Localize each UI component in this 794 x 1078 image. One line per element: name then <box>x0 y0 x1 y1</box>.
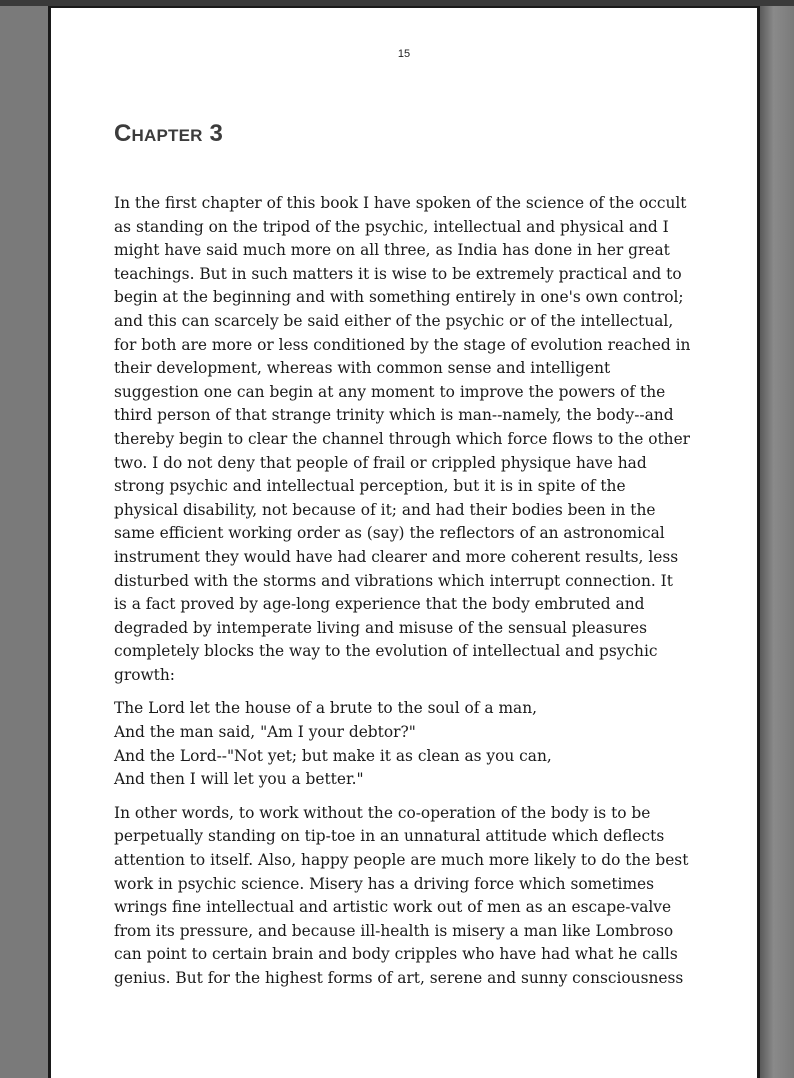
text-line: degraded by intemperate living and misuse of the sensual pleasures <box>114 618 647 637</box>
text-line: and this can scarcely be said either of the psychic or of the intellectual, <box>114 311 674 330</box>
text-line: can point to certain brain and body cripples who have had what he calls <box>114 945 678 964</box>
text-line: disturbed with the storms and vibrations which interrupt connection. It <box>114 571 673 590</box>
verse <box>114 697 744 791</box>
text-line: completely blocks the way to the evolution of intellectual and psychic <box>114 642 658 661</box>
paragraph-2 <box>114 802 744 991</box>
text-line: might have said much more on all three, as India has done in her great <box>114 241 670 260</box>
document-page <box>48 6 760 1078</box>
paragraph-1 <box>114 192 744 687</box>
viewer-left-margin <box>0 6 48 1078</box>
text-line: attention to itself. Also, happy people are much more likely to do the best <box>114 851 689 870</box>
text-line: In other words, to work without the co-operation of the body is to be <box>114 803 651 822</box>
text-line: for both are more or less conditioned by the stage of evolution reached in <box>114 335 691 354</box>
text-line: physical disability, not because of it; and had their bodies been in the <box>114 500 656 519</box>
text-line: work in psychic science. Misery has a driving force which sometimes <box>114 874 655 893</box>
chapter-title: Chapter 3 <box>114 120 224 147</box>
verse-line: And then I will let you a better." <box>114 770 364 789</box>
text-line: strong psychic and intellectual perception, but it is in spite of the <box>114 477 626 496</box>
text-line: same efficient working order as (say) the reflectors of an astronomical <box>114 524 665 543</box>
text-line: growth: <box>114 665 175 684</box>
verse-line: The Lord let the house of a brute to the soul of a man, <box>114 699 538 718</box>
text-line: suggestion one can begin at any moment to improve the powers of the <box>114 382 666 401</box>
page-number: 15 <box>397 48 411 60</box>
text-line: teachings. But in such matters it is wise to be extremely practical and to <box>114 264 682 283</box>
text-line: instrument they would have had clearer and more coherent results, less <box>114 547 679 566</box>
paragraph-gap <box>114 687 744 697</box>
text-line: perpetually standing on tip-toe in an unnatural attitude which deflects <box>114 827 665 846</box>
text-line: their development, whereas with common sense and intelligent <box>114 359 611 378</box>
text-line: begin at the beginning and with something entirely in one's own control; <box>114 288 684 307</box>
text-line: two. I do not deny that people of frail or crippled physique have had <box>114 453 647 472</box>
paragraph-gap <box>114 792 744 802</box>
text-line: as standing on the tripod of the psychic, intellectual and physical and I <box>114 217 669 236</box>
text-line: from its pressure, and because ill-health is misery a man like Lombroso <box>114 921 674 940</box>
body-text <box>114 192 744 991</box>
verse-line: And the Lord--"Not yet; but make it as clean as you can, <box>114 746 552 765</box>
text-line: wrings fine intellectual and artistic work out of men as an escape-valve <box>114 898 672 917</box>
text-line: third person of that strange trinity which is man--namely, the body--and <box>114 406 674 425</box>
viewer-scrollbar-area[interactable] <box>760 6 794 1078</box>
text-line: In the first chapter of this book I have spoken of the science of the occult <box>114 194 687 212</box>
text-line: thereby begin to clear the channel through which force flows to the other <box>114 429 691 448</box>
text-line: genius. But for the highest forms of art, serene and sunny consciousness <box>114 969 684 987</box>
verse-line: And the man said, "Am I your debtor?" <box>114 723 416 742</box>
text-line: is a fact proved by age-long experience that the body embruted and <box>114 595 645 614</box>
